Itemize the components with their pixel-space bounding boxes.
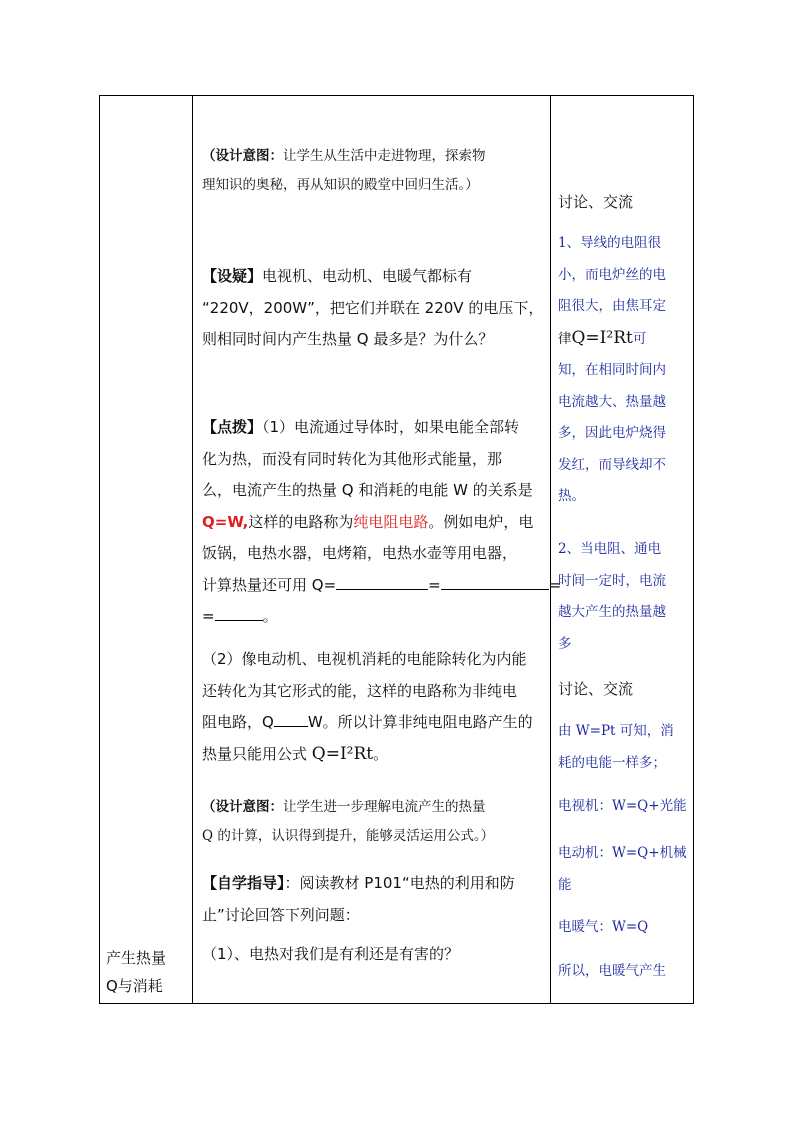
lesson-table <box>99 95 694 1004</box>
question-block: 【设疑】电视机、电动机、电暖气都标有 “220V，200W”，把它们并联在 220V 的电压下， 则相同时间内产生热量 Q 最多是？为什么？ <box>202 267 544 348</box>
fill-blank[interactable] <box>336 571 428 590</box>
conclusion-text: 所以，电暖气产生 <box>558 963 666 979</box>
pure-resistance-term: 纯电阻电路 <box>353 512 429 531</box>
hint-block: 【点拨】（1）电流通过导体时，如果电能全部转 化为热，而没有同时转化为其他形式能量，那 么，电流产生的热量 Q 和消耗的电能 W 的关系是 Q=W,这样的电路称为纯电阻电路。例如电炉，电 饭锅，电热水器，电烤箱，电热水壶等用电器， 计算热量还可用 Q= = = = 。 <box>202 418 562 625</box>
motor-energy: 电动机：W=Q+机械 能 <box>558 845 687 893</box>
discuss-label-2: 讨论、交流 <box>558 680 634 698</box>
self-study-guide: 【自学指导】：阅读教材 P101“电热的利用和防 止”讨论回答下列问题： <box>202 874 515 924</box>
fill-blank[interactable] <box>215 602 263 621</box>
answer-1: 1、导线的电阻很 小，而电炉丝的电 阻很大，由焦耳定 律Q=I²Rt可 知，在相同时间内 电流越大、热量越 多，因此电炉烧得 发红，而导线却不 热。 <box>558 235 666 504</box>
hint2-block: （2）像电动机、电视机消耗的电能除转化为内能 还转化为其它形式的能，这样的电路称为非纯电 阻电路，Q W。所以计算非纯电阻电路产生的 热量只能用公式 Q=I²Rt。 <box>202 650 533 764</box>
student-activity-column <box>552 96 695 1003</box>
tv-energy: 电视机：W=Q+光能 <box>558 798 687 814</box>
answer-3: 由 W=Pt 可知，消 耗的电能一样多； <box>558 723 674 771</box>
discuss-label-1: 讨论、交流 <box>558 193 634 211</box>
design-intent-1: （设计意图：让学生从生活中走进物理，探索物 理知识的奥秘，再从知识的殿堂中回归生活。） <box>202 148 486 193</box>
fill-blank[interactable] <box>274 708 308 727</box>
teacher-activity-column <box>194 96 562 1003</box>
joule-formula: Q=I²Rt <box>311 743 374 764</box>
question-1: （1）、电热对我们是有利还是有害的？ <box>202 945 460 963</box>
column-divider <box>550 96 551 1003</box>
topic-label: 产生热量 Q与消耗 <box>106 949 167 995</box>
column-divider <box>192 96 193 1003</box>
answer-2: 2、当电阻、通电 时间一定时，电流 越大产生的热量越 多 <box>558 541 666 652</box>
fill-blank[interactable] <box>441 571 549 590</box>
heater-energy: 电暖气：W=Q <box>558 919 649 935</box>
design-intent-2: （设计意图：让学生进一步理解电流产生的热量 Q 的计算，认识得到提升，能够灵活运用公式。） <box>202 799 495 844</box>
topic-column <box>100 96 192 1003</box>
